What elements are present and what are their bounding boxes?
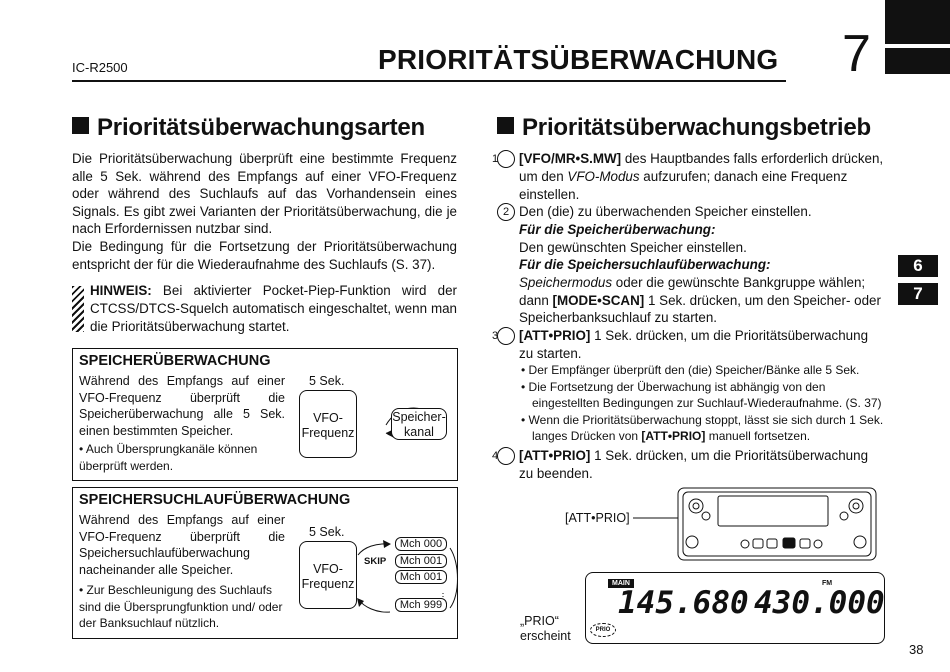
prio-caption: „PRIO“ erscheint	[520, 614, 571, 643]
header-rule	[72, 80, 786, 82]
step-2: 2 Den (die) zu überwachenden Speicher einstellen.	[497, 203, 885, 221]
page-number: 38	[909, 642, 924, 657]
left-heading: Prioritätsüberwachungsarten	[72, 114, 425, 142]
sub-frequency: 430.000	[754, 585, 885, 621]
skip-label: SKIP	[364, 556, 387, 567]
box-bullet: • Zur Beschleunigung des Suchlaufs sind die Übersprungfunktion und/ oder der Banksuchlauf nützlich.	[79, 583, 283, 630]
step-1: 1 [VFO/MR•S.MW] des Hauptbandes falls erforderlich drücken, um den VFO-Modus aufzurufen; danach eine Frequenz einstellen.	[491, 151, 884, 202]
chapter-tab-block	[885, 0, 950, 44]
fm-badge: FM	[822, 580, 833, 587]
step-number: 4	[497, 447, 515, 465]
model-label: IC-R2500	[72, 60, 128, 75]
step-3-bullet: • Der Empfänger überprüft den (die) Speicher/Bänke alle 5 Sek.	[521, 363, 860, 378]
step-list: 1 [VFO/MR•S.MW] des Hauptbandes falls erforderlich drücken, um den VFO-Modus aufzurufen; danach eine Frequenz einstellen. 2 Den (die) zu überwachenden Speicher einstellen. Für die Speicherüberwachung: Den gewünschten Speicher einstellen. Für die Speichersuchlaufüberwachung: Speichermodus oder die gewünschte Bankgruppe wählen; dann [MODE•SCAN] 1 Sek. drücken, um den Speicher- oder Speicherbanksuchlauf zu starten. 3 [ATT•PRIO] 1 Sek. drücken, um die Prioritätsüberwachung zu starten. • Der Empfänger überprüft den (die) Speicher/Bänke alle 5 Sek. • Die Fortsetzung der Überwachung ist abhängig von den eingestellten Bedingungen zur Suchlauf-Wiederaufnahme. (S. 37) • Wenn die Prioritätsüberwachung stoppt, lässt sie sich durch 1 Sek. langes Drücken von [ATT•PRIO] manuell fortsetzen. 4 [ATT•PRIO] 1 Sek. drücken, um die Prioritätsüberwachung zu beenden.	[491, 151, 884, 481]
interval-label: 5 Sek.	[309, 525, 345, 539]
main-frequency: 145.680	[618, 585, 749, 621]
note-hatch-icon	[72, 286, 84, 332]
vfo-frequency-box: VFO- Frequenz	[299, 541, 357, 609]
speichersuchlaufueberwachung-box	[72, 487, 458, 639]
box-text: Während des Empfangs auf einer VFO-Frequenz überprüft die Speichersuchlaufüberwachung nacheinander alle Speicher.	[79, 513, 285, 577]
step-3: 3 [ATT•PRIO] 1 Sek. drücken, um die Prioritätsüberwachung zu starten.	[491, 327, 869, 361]
left-paragraph-2: Die Bedingung für die Fortsetzung der Prioritätsüberwachung entspricht der für die Wiederaufnahme des Suchlaufs (S. 37).	[72, 239, 457, 272]
main-badge: MAIN	[608, 579, 634, 588]
step-4: 4 [ATT•PRIO] 1 Sek. drücken, um die Prioritätsüberwachung zu beenden.	[491, 447, 869, 481]
step-3-bullet: • Wenn die Prioritätsüberwachung stoppt, lässt sie sich durch 1 Sek. langes Drücken von [ATT•PRIO] manuell fortsetzen.	[521, 412, 884, 444]
square-bullet-icon	[497, 117, 514, 134]
memory-channel-item: Mch 999	[395, 598, 447, 612]
side-tab-7[interactable]: 7	[898, 283, 938, 305]
att-prio-key-label: [ATT•PRIO]	[565, 511, 630, 525]
side-tab-6[interactable]: 6	[898, 255, 938, 277]
interval-label: 5 Sek.	[309, 374, 345, 388]
step-number: 2	[497, 203, 515, 221]
step-number: 3	[497, 327, 515, 345]
speicherueberwachung-box	[72, 348, 458, 481]
memory-channel-item: Mch 001	[395, 570, 447, 584]
radio-front-panel-illustration	[630, 486, 880, 566]
memory-channel-item: Mch 001	[395, 554, 447, 568]
page-title: PRIORITÄTSÜBERWACHUNG	[378, 44, 779, 75]
left-paragraph-1: Die Prioritätsüberwachung überprüft eine bestimmte Frequenz alle 5 Sek. während des Empfangs auf einer VFO-Frequenz oder während des Suchlaufs auf das Vorhandensein eines Signals. Es gibt zwei Varianten der Prioritätsüberwachung, die je nach Erfordernissen nutzbar sind.	[72, 151, 457, 237]
right-heading: Prioritätsüberwachungsbetrieb	[497, 114, 871, 142]
step-number: 1	[497, 150, 515, 168]
memory-channel-item: Mch 000	[395, 537, 447, 551]
box-bullet: • Auch Übersprungkanäle können überprüft werden.	[79, 442, 258, 473]
box-title: SPEICHERÜBERWACHUNG	[79, 353, 271, 369]
vfo-frequency-box: VFO- Frequenz	[299, 390, 357, 458]
lcd-display	[585, 572, 885, 644]
box-text: Während des Empfangs auf einer VFO-Frequenz überprüft die Speicherüberwachung alle 5 Sek. einen bestimmten Speicher.	[79, 374, 285, 438]
memory-channel-box: Speicher- kanal	[392, 410, 446, 439]
step-3-bullet: • Die Fortsetzung der Überwachung ist abhängig von den eingestellten Bedingungen zur Suchlauf-Wiederaufnahme. (S. 37)	[521, 379, 882, 411]
chapter-tab-block	[885, 48, 950, 74]
chapter-number: 7	[842, 25, 871, 83]
square-bullet-icon	[72, 117, 89, 134]
box-title: SPEICHERSUCHLAUFÜBERWACHUNG	[79, 492, 351, 508]
hinweis-note: HINWEIS: Bei aktivierter Pocket-Piep-Funktion wird der CTCSS/DTCS-Squelch automatisch eingeschaltet, wenn man die Prioritätsüberwachung startet.	[72, 282, 457, 336]
prio-indicator-icon: PRIO	[590, 623, 616, 637]
